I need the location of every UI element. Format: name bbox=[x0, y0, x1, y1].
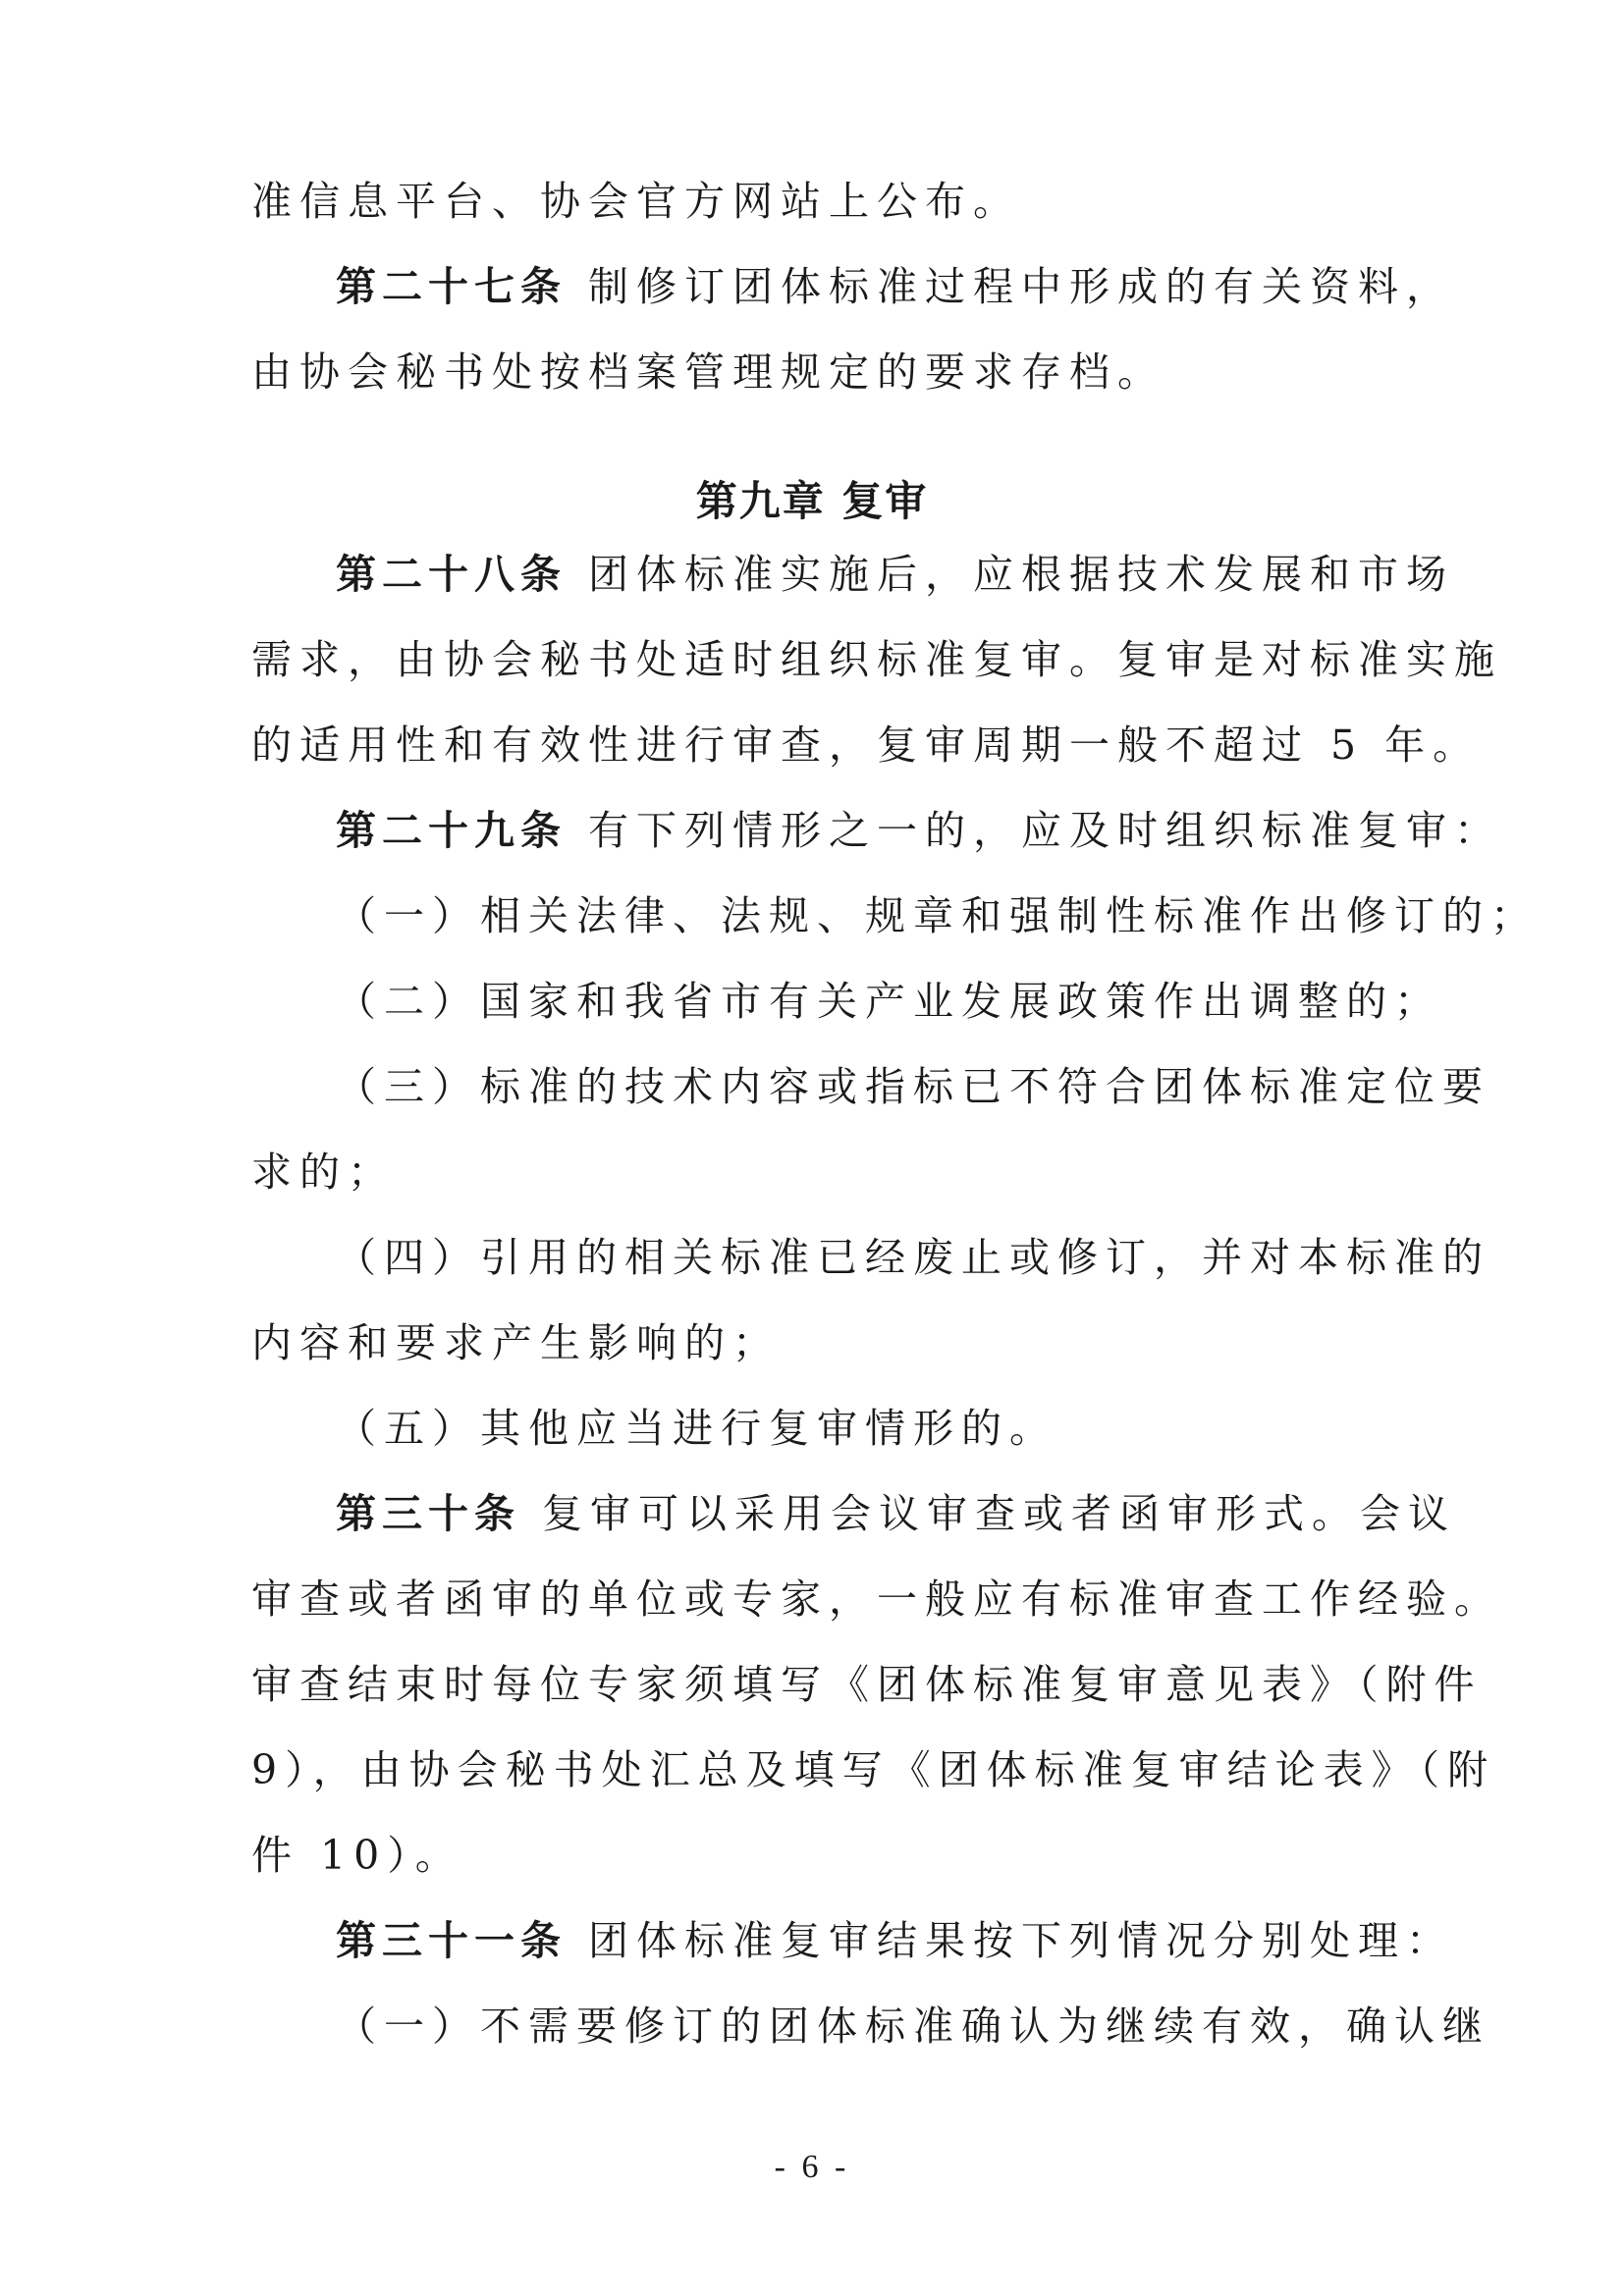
line-text: 团体标准复审结果按下列情况分别处理： bbox=[588, 1917, 1454, 1964]
article-number: 第三十条 bbox=[336, 1490, 520, 1537]
line-text: 复审可以采用会议审查或者函审形式。会议 bbox=[542, 1490, 1456, 1537]
article-31-line bbox=[336, 1912, 1465, 1969]
article-27-line bbox=[336, 258, 1465, 315]
paragraph-line bbox=[251, 1827, 1380, 1884]
line-text: （一）相关法律、法规、规章和强制性标准作出修订的； bbox=[336, 892, 1539, 939]
line-text: 求的； bbox=[251, 1148, 396, 1196]
line-text: 件 10）。 bbox=[251, 1832, 463, 1879]
paragraph-line bbox=[251, 1656, 1483, 1713]
list-item-line bbox=[336, 1998, 1490, 2055]
line-text: 的适用性和有效性进行审查，复审周期一般不超过 5 年。 bbox=[251, 721, 1482, 769]
line-text: 团体标准实施后，应根据技术发展和市场 bbox=[588, 551, 1454, 598]
list-item-line bbox=[336, 1229, 1490, 1286]
article-29-line bbox=[336, 802, 1502, 859]
list-item-line bbox=[336, 1400, 1465, 1457]
line-text: （四）引用的相关标准已经废止或修订，并对本标准的 bbox=[336, 1234, 1490, 1281]
line-text: 审查结束时每位专家须填写《团体标准复审意见表》（附件 bbox=[251, 1661, 1483, 1708]
paragraph-line bbox=[251, 1144, 1380, 1201]
line-text: （一）不需要修订的团体标准确认为继续有效，确认继 bbox=[336, 2002, 1490, 2050]
paragraph-line bbox=[251, 173, 1380, 230]
line-text: （五）其他应当进行复审情形的。 bbox=[336, 1405, 1057, 1452]
line-text: （三）标准的技术内容或指标已不符合团体标准定位要 bbox=[336, 1063, 1490, 1110]
line-text: 审查或者函审的单位或专家，一般应有标准审查工作经验。 bbox=[251, 1575, 1502, 1623]
paragraph-line bbox=[251, 1571, 1502, 1628]
line-text: 有下列情形之一的，应及时组织标准复审： bbox=[588, 807, 1502, 854]
chapter-heading: 第九章 复审 bbox=[695, 477, 929, 525]
page-number: - 6 - bbox=[774, 2149, 850, 2185]
list-item-line bbox=[336, 1058, 1490, 1115]
article-number: 第二十九条 bbox=[336, 807, 567, 854]
line-text: 由协会秘书处按档案管理规定的要求存档。 bbox=[251, 348, 1165, 396]
article-number: 第三十一条 bbox=[336, 1917, 567, 1964]
line-text: 9），由协会秘书处汇总及填写《团体标准复审结论表》（附 bbox=[251, 1746, 1496, 1793]
article-28-line bbox=[336, 546, 1465, 603]
article-number: 第二十七条 bbox=[336, 263, 567, 310]
list-item-line bbox=[336, 973, 1465, 1030]
line-text: （二）国家和我省市有关产业发展政策作出调整的； bbox=[336, 978, 1442, 1025]
paragraph-line bbox=[251, 344, 1380, 400]
line-text: 需求，由协会秘书处适时组织标准复审。复审是对标准实施 bbox=[251, 636, 1502, 683]
article-30-line bbox=[336, 1485, 1465, 1542]
article-number: 第二十八条 bbox=[336, 551, 567, 598]
paragraph-line bbox=[251, 1741, 1496, 1798]
paragraph-line bbox=[251, 631, 1502, 688]
paragraph-line bbox=[251, 1314, 1380, 1371]
line-text: 内容和要求产生影响的； bbox=[251, 1319, 781, 1366]
paragraph-line bbox=[251, 717, 1482, 774]
line-text: 制修订团体标准过程中形成的有关资料， bbox=[588, 263, 1454, 310]
line-text: 准信息平台、协会官方网站上公布。 bbox=[251, 178, 1021, 225]
list-item-line bbox=[336, 887, 1539, 944]
